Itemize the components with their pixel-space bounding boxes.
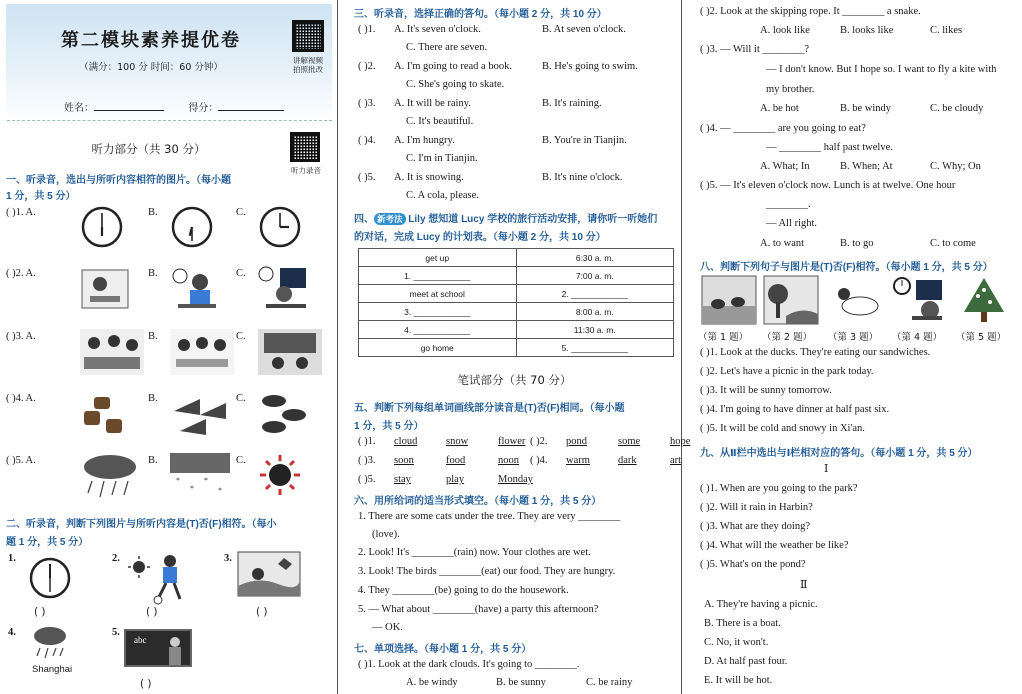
schedule-blank[interactable]: 2. ____________ bbox=[516, 285, 674, 303]
schedule-table bbox=[358, 248, 674, 357]
s7-q3-a[interactable]: A. be hot bbox=[760, 103, 799, 114]
s7-q2: ( )2. Look at the skipping rope. It ________ a snake. bbox=[700, 6, 921, 17]
s2-paren-1[interactable]: ( ) bbox=[34, 606, 46, 618]
s3-number: ( )2. bbox=[358, 61, 376, 72]
s1-option-letter: C. bbox=[236, 268, 246, 279]
s1-option-letter: B. bbox=[148, 393, 158, 404]
writing-title: 笔试部分（共 70 分） bbox=[457, 373, 572, 387]
s5-word: soon bbox=[394, 455, 414, 466]
s7-q4-a[interactable]: A. What; In bbox=[760, 161, 810, 172]
s1-item-label: ( )4. A. bbox=[6, 393, 36, 404]
s8-item: ( )4. I'm going to have dinner at half past six. bbox=[700, 404, 890, 415]
schedule-blank[interactable]: 4. ____________ bbox=[359, 321, 517, 339]
s9-question: ( )2. Will it rain in Harbin? bbox=[700, 502, 813, 513]
schedule-row bbox=[359, 267, 674, 285]
s9-question: ( )3. What are they doing? bbox=[700, 521, 811, 532]
clock-icon bbox=[28, 556, 72, 600]
s3-option-a[interactable]: A. It is snowing. bbox=[394, 172, 464, 183]
s5-number: ( )3. bbox=[358, 455, 376, 466]
s6-item: 1. There are some cats under the tree. They are very ________ bbox=[358, 511, 621, 522]
s9-answer[interactable]: A. They're having a picnic. bbox=[704, 599, 818, 610]
snow-tree-picture bbox=[956, 276, 1012, 324]
s9-answer[interactable]: C. No, it won't. bbox=[704, 637, 769, 648]
s5-word: snow bbox=[446, 436, 469, 447]
s5-title: 五、判断下列每组单词画线部分读音是(T)否(F)相同。（每小题 bbox=[354, 403, 625, 414]
s1-title: 一、听录音，选出与所听内容相符的图片。（每小题 bbox=[6, 175, 231, 186]
schedule-cell: go home bbox=[359, 339, 517, 357]
s8-item: ( )1. Look at the ducks. They're eating our sandwiches. bbox=[700, 347, 931, 358]
s9-question: ( )1. When are you going to the park? bbox=[700, 483, 858, 494]
s8-item: ( )5. It will be cold and snowy in Xi'an. bbox=[700, 423, 865, 434]
s3-option-b[interactable]: B. It's raining. bbox=[542, 98, 602, 109]
clock-six-icon[interactable] bbox=[80, 205, 124, 252]
s1-item-label: ( )5. A. bbox=[6, 455, 36, 466]
classroom-icon[interactable] bbox=[258, 329, 322, 378]
s9-question: ( )5. What's on the pond? bbox=[700, 559, 806, 570]
s2-n4: 4. bbox=[8, 627, 16, 638]
s1-item-label: ( )1. A. bbox=[6, 207, 36, 218]
name-label: 姓名： bbox=[64, 103, 94, 114]
schedule-row bbox=[359, 285, 674, 303]
s5-word: play bbox=[446, 474, 465, 485]
clock-three-icon[interactable] bbox=[258, 205, 302, 252]
sun-icon[interactable] bbox=[258, 453, 302, 500]
schedule-row bbox=[359, 339, 674, 357]
s8-item: ( )3. It will be sunny tomorrow. bbox=[700, 385, 832, 396]
s5-word: noon bbox=[498, 455, 519, 466]
column-right bbox=[692, 0, 1022, 694]
s9-answer[interactable]: E. It will be hot. bbox=[704, 675, 773, 686]
column-two-label: Ⅱ bbox=[800, 579, 808, 591]
s3-option-b[interactable]: B. He's going to swim. bbox=[542, 61, 638, 72]
s2-n1: 1. bbox=[8, 553, 16, 564]
s3-option-b[interactable]: B. At seven o'clock. bbox=[542, 24, 626, 35]
s6-item: (love). bbox=[372, 529, 400, 540]
s3-option-a[interactable]: A. I'm going to read a book. bbox=[394, 61, 512, 72]
s3-option-c[interactable]: C. I'm in Tianjin. bbox=[406, 153, 478, 164]
s7-q3-c[interactable]: C. be cloudy bbox=[930, 103, 984, 114]
s2-title2: 题 1 分，共 5 分） bbox=[6, 537, 89, 548]
s9-title: 九、从Ⅱ栏中选出与Ⅰ栏相对应的答句。（每小题 1 分，共 5 分） bbox=[700, 448, 978, 459]
column-left bbox=[0, 0, 338, 694]
s1-option-letter: C. bbox=[236, 331, 246, 342]
s7-q1-a[interactable]: A. be windy bbox=[406, 677, 458, 688]
s9-answer[interactable]: D. At half past four. bbox=[704, 656, 788, 667]
qr-listen-label: 听力录音 bbox=[291, 166, 321, 175]
s2-n2: 2. bbox=[112, 553, 120, 564]
s6-item: 2. Look! It's ________(rain) now. Your clothes are wet. bbox=[358, 547, 591, 558]
s7-q5: ( )5. — It's eleven o'clock now. Lunch is at twelve. One hour bbox=[700, 180, 956, 191]
s2-title: 二、听录音，判断下列图片与所听内容是(T)否(F)相符。（每小 bbox=[6, 519, 277, 530]
s5-word: dark bbox=[618, 455, 637, 466]
s7-q4-b[interactable]: B. When; At bbox=[840, 161, 893, 172]
shanghai-label: Shanghai bbox=[32, 664, 73, 675]
park-picnic-picture bbox=[764, 276, 818, 324]
s4-title2: 的对话，完成 Lucy 的计划表。（每小题 2 分，共 10 分） bbox=[354, 232, 606, 243]
s1-item-label: ( )3. A. bbox=[6, 331, 36, 342]
s7-q3-b[interactable]: B. be windy bbox=[840, 103, 892, 114]
rain-cloud-icon bbox=[32, 626, 68, 662]
s5-word: some bbox=[618, 436, 641, 447]
s7-q3-line1: — I don't know. But I hope so. I want to fly a kite with bbox=[766, 64, 997, 75]
hamburger-icon[interactable] bbox=[258, 391, 308, 440]
svg-text:*: * bbox=[204, 476, 208, 485]
picnic-icon[interactable] bbox=[80, 329, 144, 378]
s3-number: ( )3. bbox=[358, 98, 376, 109]
score-label: 得分： bbox=[188, 103, 219, 114]
s5-number: ( )5. bbox=[358, 474, 376, 485]
s1-option-letter: C. bbox=[236, 455, 246, 466]
s7-q4-line2: — ________ half past twelve. bbox=[766, 142, 893, 153]
s5-number: ( )4. bbox=[530, 455, 548, 466]
s1-option-letter: C. bbox=[236, 207, 246, 218]
name-field[interactable] bbox=[94, 101, 164, 111]
s7-q3-line2: my brother. bbox=[766, 84, 815, 95]
schedule-cell: get up bbox=[359, 249, 517, 267]
qr-label: 讲解视频 拍照批改 bbox=[293, 56, 323, 74]
s5-word: cloud bbox=[394, 436, 418, 447]
rain-icon[interactable] bbox=[80, 453, 140, 504]
s3-option-a[interactable]: A. It's seven o'clock. bbox=[394, 24, 481, 35]
s3-option-a[interactable]: A. It will be rainy. bbox=[394, 98, 471, 109]
s7-q5-a[interactable]: A. to want bbox=[760, 238, 805, 249]
s1-option-letter: B. bbox=[148, 268, 158, 279]
schedule-cell: 7:00 a. m. bbox=[516, 267, 674, 285]
s5-number: ( )2. bbox=[530, 436, 548, 447]
sandwich-icon[interactable] bbox=[170, 391, 230, 440]
schedule-cell: 6:30 a. m. bbox=[516, 249, 674, 267]
s3-number: ( )4. bbox=[358, 135, 376, 146]
caption-4: （第 4 题） bbox=[892, 332, 943, 343]
s3-option-c[interactable]: C. A cola, please. bbox=[406, 190, 479, 201]
s2-paren-2[interactable]: ( ) bbox=[146, 606, 158, 618]
s3-option-c[interactable]: C. There are seven. bbox=[406, 42, 488, 53]
exam-title: 第二模块素养提优卷 bbox=[61, 30, 241, 51]
s7-q4-c[interactable]: C. Why; On bbox=[930, 161, 981, 172]
s7-title: 七、单项选择。（每小题 1 分，共 5 分） bbox=[354, 644, 532, 655]
s3-option-a[interactable]: A. I'm hungry. bbox=[394, 135, 455, 146]
s2-n3: 3. bbox=[224, 553, 232, 564]
s5-word: hope bbox=[670, 436, 691, 447]
s1-option-letter: B. bbox=[148, 331, 158, 342]
s1-option-letter: C. bbox=[236, 393, 246, 404]
schedule-cell: 8:00 a. m. bbox=[516, 303, 674, 321]
breakfast-icon[interactable] bbox=[170, 266, 220, 315]
cupcake-icon[interactable] bbox=[80, 391, 130, 440]
s5-title2: 1 分，共 5 分） bbox=[354, 421, 424, 432]
clock-half-six-icon[interactable] bbox=[170, 205, 214, 252]
s6-item: — OK. bbox=[372, 622, 403, 633]
blackboard-icon bbox=[124, 629, 192, 667]
s5-number: ( )1. bbox=[358, 436, 376, 447]
schedule-cell: 11:30 a. m. bbox=[516, 321, 674, 339]
s7-q2-c[interactable]: C. likes bbox=[930, 25, 963, 36]
s6-item: 4. They ________(be) going to do the housework. bbox=[358, 585, 569, 596]
s6-item: 3. Look! The birds ________(eat) our food. They are hungry. bbox=[358, 566, 616, 577]
dinner-clock-picture bbox=[892, 276, 944, 324]
listening-title: 听力部分（共 30 分） bbox=[91, 142, 206, 156]
s7-q2-b[interactable]: B. looks like bbox=[840, 25, 894, 36]
name-line bbox=[64, 99, 284, 114]
schedule-blank[interactable]: 1. ____________ bbox=[359, 267, 517, 285]
caption-3: （第 3 题） bbox=[828, 332, 879, 343]
s3-option-c[interactable]: C. She's going to skate. bbox=[406, 79, 505, 90]
s6-title: 六、用所给词的适当形式填空。（每小题 1 分，共 5 分） bbox=[354, 496, 602, 507]
s7-q1-c[interactable]: C. be rainy bbox=[586, 677, 633, 688]
s7-q3: ( )3. — Will it ________? bbox=[700, 44, 810, 55]
ducks-picture bbox=[702, 276, 756, 324]
dinner-icon[interactable] bbox=[258, 266, 308, 315]
cloud-sun-picture bbox=[830, 284, 882, 320]
s7-q2-a[interactable]: A. look like bbox=[760, 25, 810, 36]
qr-listen-icon[interactable] bbox=[290, 132, 320, 162]
s7-q5-line3: — All right. bbox=[766, 218, 818, 229]
sun-icon bbox=[128, 556, 150, 578]
s3-option-b[interactable]: B. It's nine o'clock. bbox=[542, 172, 623, 183]
s1-option-letter: B. bbox=[148, 455, 158, 466]
s3-number: ( )5. bbox=[358, 172, 376, 183]
column-middle bbox=[348, 0, 691, 694]
s3-title: 三、听录音，选择正确的答句。（每小题 2 分，共 10 分） bbox=[354, 9, 607, 20]
bed-icon[interactable] bbox=[80, 266, 130, 315]
s7-q1: ( )1. Look at the dark clouds. It's going to ________. bbox=[358, 659, 580, 670]
s2-n5: 5. bbox=[112, 627, 120, 638]
s5-word: stay bbox=[394, 474, 411, 485]
s5-word: warm bbox=[566, 455, 590, 466]
s3-number: ( )1. bbox=[358, 24, 376, 35]
s9-answer[interactable]: B. There is a boat. bbox=[704, 618, 781, 629]
s8-item: ( )2. Let's have a picnic in the park today. bbox=[700, 366, 874, 377]
caption-2: （第 2 题） bbox=[762, 332, 813, 343]
s2-paren-5[interactable]: ( ) bbox=[140, 678, 152, 690]
s7-q5-b[interactable]: B. to go bbox=[840, 238, 874, 249]
s7-q4: ( )4. — ________ are you going to eat? bbox=[700, 123, 866, 134]
s1-option-letter: B. bbox=[148, 207, 158, 218]
schedule-blank[interactable]: 5. ____________ bbox=[516, 339, 674, 357]
s2-paren-3[interactable]: ( ) bbox=[256, 606, 268, 618]
caption-1: （第 1 题） bbox=[698, 332, 749, 343]
schedule-row bbox=[359, 249, 674, 267]
exam-subtitle: （满分：100 分 时间：60 分钟） bbox=[79, 62, 223, 73]
s3-option-b[interactable]: B. You're in Tianjin. bbox=[542, 135, 627, 146]
divider bbox=[7, 120, 332, 121]
score-field[interactable] bbox=[218, 101, 284, 111]
party-icon[interactable] bbox=[170, 329, 234, 378]
svg-text:*: * bbox=[190, 484, 194, 493]
s5-word: art bbox=[670, 455, 682, 466]
s3-option-c[interactable]: C. It's beautiful. bbox=[406, 116, 474, 127]
schedule-blank[interactable]: 3. ____________ bbox=[359, 303, 517, 321]
new-method-tag: 新考法 bbox=[374, 213, 406, 225]
s7-q1-b[interactable]: B. be sunny bbox=[496, 677, 546, 688]
s5-word: food bbox=[446, 455, 466, 466]
s5-word: flower bbox=[498, 436, 526, 447]
schedule-row bbox=[359, 321, 674, 339]
s7-q5-line2: ________. bbox=[766, 199, 811, 210]
s7-q5-c[interactable]: C. to come bbox=[930, 238, 976, 249]
svg-text:*: * bbox=[176, 476, 180, 485]
s1-item-label: ( )2. A. bbox=[6, 268, 36, 279]
qr-code-icon[interactable] bbox=[292, 20, 324, 52]
kite-scene-icon bbox=[238, 552, 300, 596]
svg-text:*: * bbox=[218, 486, 222, 495]
snow-icon[interactable] bbox=[170, 453, 230, 504]
s8-title: 八、判断下列句子与图片是(T)否(F)相符。（每小题 1 分，共 5 分） bbox=[700, 262, 993, 273]
s1-title2: 1 分，共 5 分） bbox=[6, 191, 76, 202]
s5-word: Monday bbox=[498, 474, 533, 485]
s9-question: ( )4. What will the weather be like? bbox=[700, 540, 849, 551]
column-one-label: Ⅰ bbox=[824, 463, 829, 475]
boy-football-icon bbox=[150, 553, 190, 605]
schedule-row bbox=[359, 303, 674, 321]
schedule-cell: meet at school bbox=[359, 285, 517, 303]
caption-5: （第 5 题） bbox=[956, 332, 1007, 343]
blackboard-text: abc bbox=[134, 635, 147, 645]
s6-item: 5. — What about ________(have) a party this afternoon? bbox=[358, 604, 599, 615]
s5-word: pond bbox=[566, 436, 587, 447]
s4-title: 四、 新考法 Lily 想知道 Lucy 学校的旅行活动安排，请你听一听她们 bbox=[354, 214, 658, 225]
